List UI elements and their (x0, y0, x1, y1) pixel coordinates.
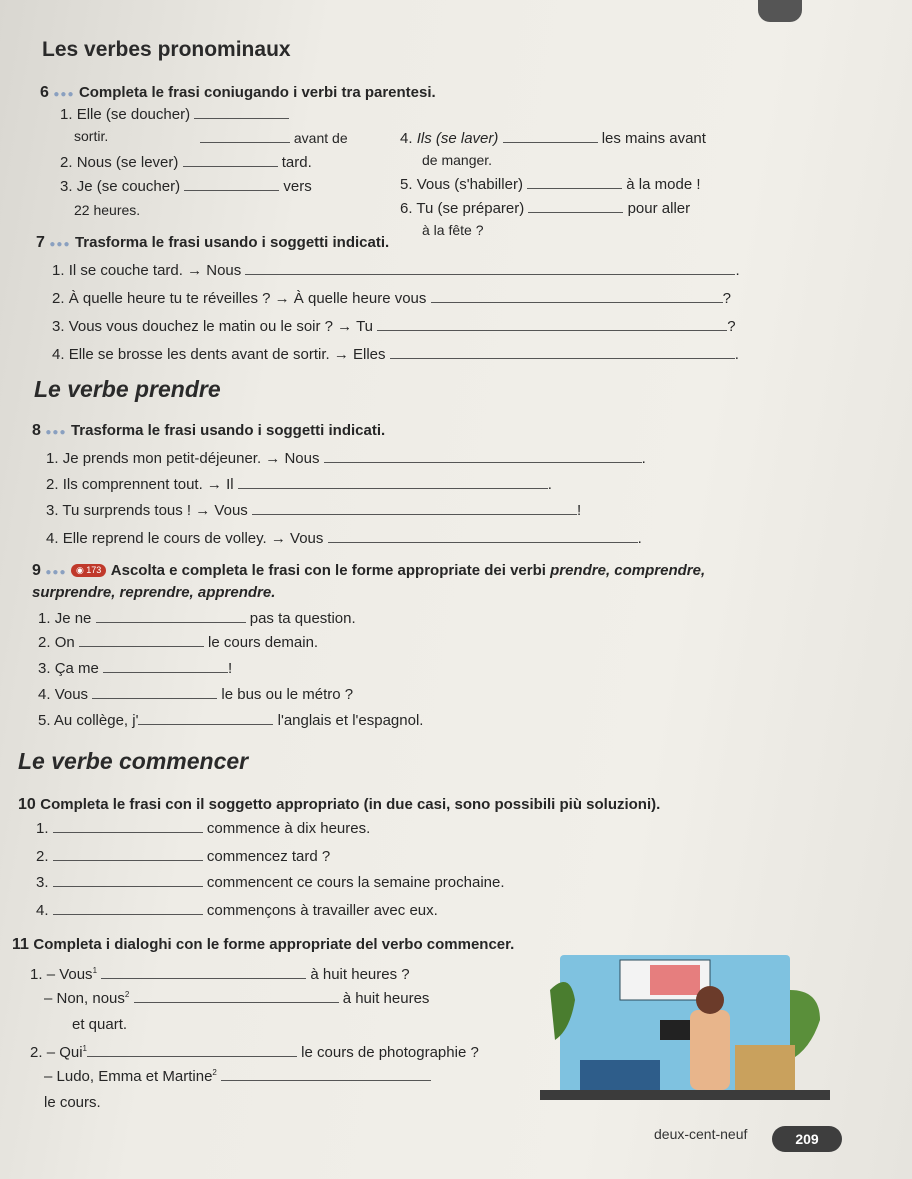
ex8-item-1: 1. Je prends mon petit-déjeuner. → Nous . (46, 450, 646, 467)
exercise-9-instruction-cont: surprendre, reprendre, apprendre. (32, 584, 276, 601)
exercise-7-header: 7 ●●● Trasforma le frasi usando i soggetti indicati. (36, 234, 390, 251)
answer-blank[interactable] (503, 130, 598, 143)
exercise-9-header: 9 ●●● ◉ 173 Ascolta e completa le frasi con le forme appropriate dei verbi prendre, comprendre, (32, 562, 706, 579)
ex10-item-1: 1. commence à dix heures. (36, 820, 371, 837)
ex6-item-4: 4. Ils (se laver) les mains avant (400, 130, 706, 147)
section-title-pronominaux: Les verbes pronominaux (42, 38, 291, 61)
answer-blank[interactable] (53, 820, 203, 833)
ex10-item-4: 4. commençons à travailler avec eux. (36, 902, 438, 919)
section-title-prendre: Le verbe prendre (34, 376, 221, 402)
exercise-6-header (40, 84, 436, 102)
ex9-item-2: 2. On le cours demain. (38, 634, 319, 651)
ex6-item-2: 2. Nous (se lever) tard. (60, 154, 312, 171)
ex7-item-1: 1. Il se couche tard. → Nous . (52, 262, 740, 279)
ex9-item-5: 5. Au collège, j' l'anglais et l'espagnol. (38, 712, 424, 729)
ex6-item-1-cont: sortir. (74, 128, 109, 144)
exercise-instruction: Completa le frasi coniugando i verbi tra parentesi. (78, 84, 436, 101)
ex8-item-4: 4. Elle reprend le cours de volley. → Vous . (46, 530, 642, 547)
ex10-item-2: 2. commencez tard ? (36, 848, 331, 865)
page-number-badge: 209 (772, 1126, 842, 1152)
ex10-item-3: 3. commencent ce cours la semaine prochaine. (36, 874, 505, 891)
answer-blank[interactable] (377, 318, 727, 331)
answer-blank[interactable] (431, 290, 723, 303)
answer-blank[interactable] (328, 530, 638, 543)
ex8-item-3: 3. Tu surprends tous ! → Vous ! (46, 502, 582, 519)
ex6-item-5: 5. Vous (s'habiller) à la mode ! (400, 176, 701, 193)
answer-blank[interactable] (53, 902, 203, 915)
difficulty-dots-icon: ●●● (45, 427, 67, 438)
answer-blank[interactable] (527, 176, 622, 189)
answer-blank[interactable] (528, 200, 623, 213)
ex9-item-4: 4. Vous le bus ou le métro ? (38, 686, 354, 703)
exercise-number: 6 (40, 84, 49, 101)
ex7-item-3: 3. Vous vous douchez le matin ou le soir ? → Tu ? (52, 318, 736, 335)
ex6-item-3: 3. Je (se coucher) vers (60, 178, 312, 195)
ex7-item-4: 4. Elle se brosse les dents avant de sortir. → Elles . (52, 346, 739, 363)
ex8-item-2: 2. Ils comprennent tout. → Il . (46, 476, 552, 493)
answer-blank[interactable] (92, 686, 217, 699)
answer-blank[interactable] (324, 450, 642, 463)
answer-blank[interactable] (245, 262, 735, 275)
difficulty-dots-icon: ●●● (49, 239, 71, 250)
section-title-commencer: Le verbe commencer (18, 748, 249, 774)
audio-track-icon[interactable]: ◉ 173 (71, 564, 106, 577)
ex11-item-2-line3: le cours. (44, 1094, 101, 1111)
difficulty-dots-icon: ●●● (45, 567, 67, 578)
answer-blank[interactable] (134, 990, 339, 1003)
ex6-item-3-cont: 22 heures. (74, 202, 141, 218)
answer-blank[interactable] (252, 502, 577, 515)
answer-blank[interactable] (390, 346, 735, 359)
answer-blank[interactable] (79, 634, 204, 647)
answer-blank[interactable] (101, 966, 306, 979)
answer-blank[interactable] (238, 476, 548, 489)
ex6-item-1: 1. Elle (se doucher) (60, 106, 289, 123)
answer-blank[interactable] (53, 848, 203, 861)
page-number-text: deux-cent-neuf (654, 1126, 748, 1142)
exercise-11-header: 11 Completa i dialoghi con le forme appropriate del verbo commencer. (12, 936, 515, 953)
ex11-item-1-line2: – Non, nous$^2$ à huit heures (44, 990, 430, 1007)
ex11-item-2-line2: – Ludo, Emma et Martine$^2$ (44, 1068, 431, 1085)
answer-blank[interactable] (221, 1068, 431, 1081)
ex6-item-1-tail: avant de (200, 130, 348, 146)
answer-blank[interactable] (87, 1044, 297, 1057)
page-tab-marker (758, 0, 802, 22)
ex7-item-2: 2. À quelle heure tu te réveilles ? → À quelle heure vous ? (52, 290, 731, 307)
exercise-8-header: 8 ●●● Trasforma le frasi usando i soggetti indicati. (32, 422, 386, 439)
ex11-item-1-line3: et quart. (72, 1016, 128, 1033)
answer-blank[interactable] (183, 154, 278, 167)
answer-blank[interactable] (53, 874, 203, 887)
answer-blank[interactable] (96, 610, 246, 623)
answer-blank[interactable] (194, 106, 289, 119)
ex9-item-3: 3. Ça me ! (38, 660, 233, 677)
exercise-10-header: 10 Completa le frasi con il soggetto appropriato (in due casi, sono possibili più soluzioni). (18, 796, 661, 813)
ex9-item-1: 1. Je ne pas ta question. (38, 610, 356, 627)
difficulty-dots-icon: ●●● (53, 89, 75, 100)
answer-blank[interactable] (200, 130, 290, 143)
ex6-item-6-cont: à la fête ? (422, 222, 484, 238)
photography-class-illustration (540, 950, 830, 1100)
ex11-item-1-line1: 1. – Vous$^1$ à huit heures ? (30, 966, 410, 983)
ex6-item-4-cont: de manger. (422, 152, 493, 168)
answer-blank[interactable] (138, 712, 273, 725)
ex11-item-2-line1: 2. – Qui$^1$ le cours de photographie ? (30, 1044, 479, 1061)
ex6-item-6: 6. Tu (se préparer) pour aller (400, 200, 691, 217)
answer-blank[interactable] (103, 660, 228, 673)
answer-blank[interactable] (184, 178, 279, 191)
